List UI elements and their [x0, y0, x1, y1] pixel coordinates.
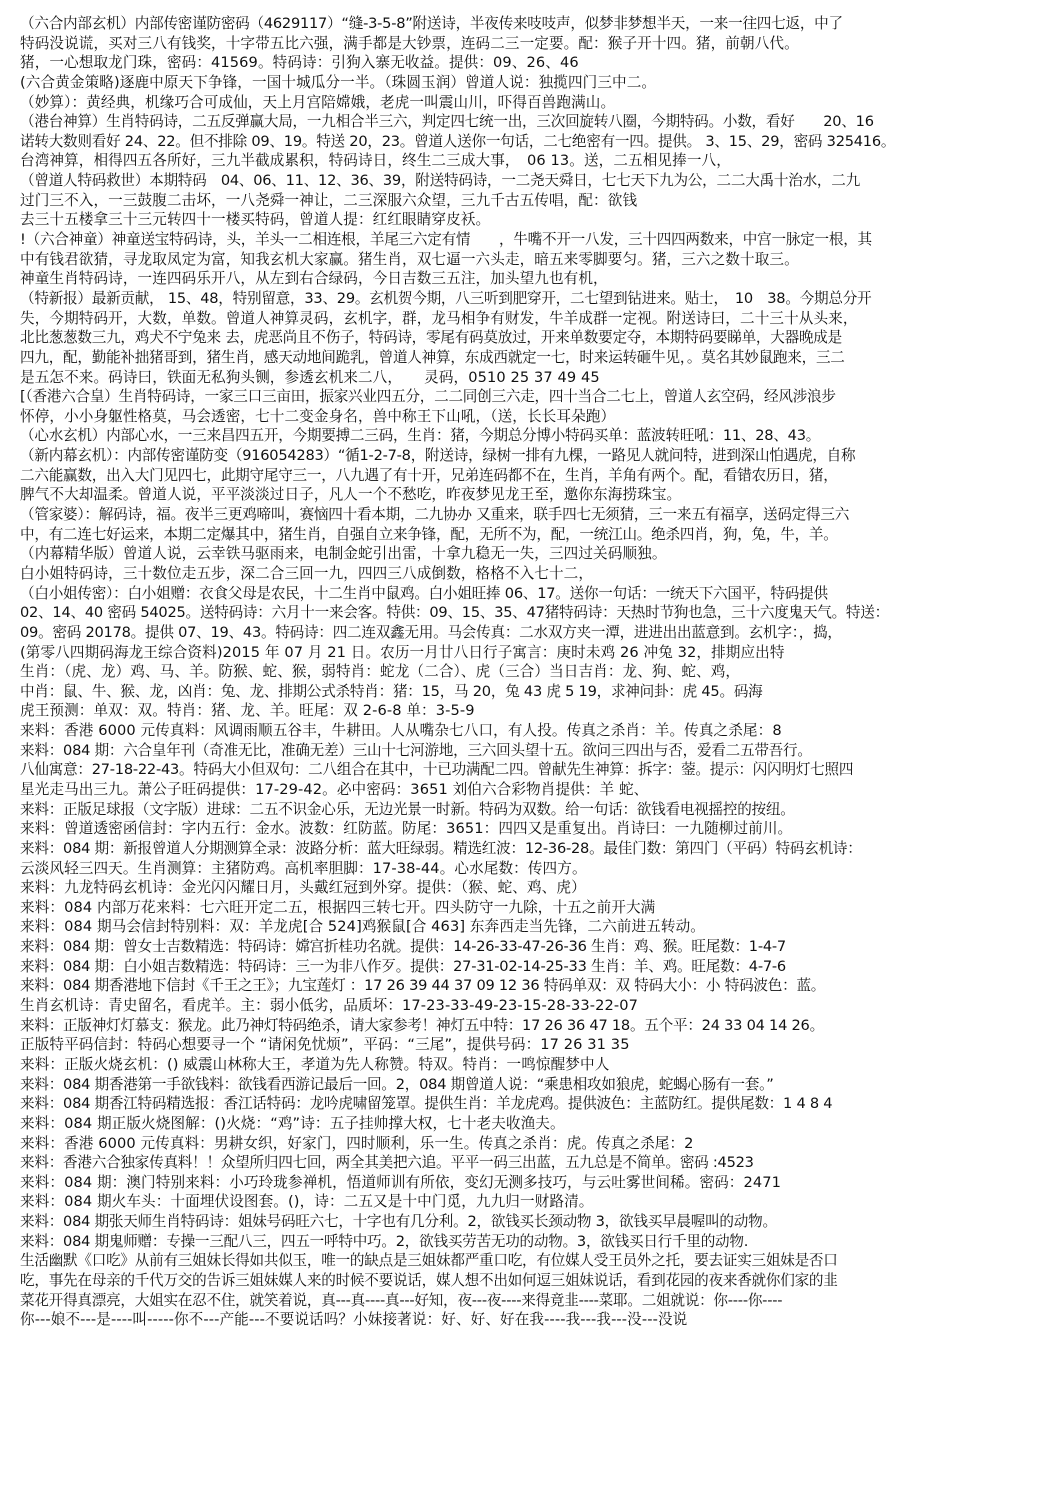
text-line: （新内幕玄机）：内部传密谨防变（916054283）“循1-2-7-8，附送诗，绿树一排有九棵，一路见人就问特，进到深山怕遇虎，自称 [20, 447, 856, 465]
text-line: 来料：084 期马会信封特别料：双：羊龙虎[合 524]鸡猴鼠[合 463] 东奔西走当先锋，二六前进五转动。 [20, 918, 705, 936]
text-line: 星光走马出三九。萧公子旺码提供：17-29-42。必中密码：3651 刘伯六合彩物肖提供：羊 蛇、 [20, 780, 649, 798]
text-line: 特码没说谎，买对三八有钱奖，十字带五比六强，满手都是大钞票，连码二三一定要。配：猴子开十四。猪，前朝八代。 [20, 34, 799, 52]
text-line: 中有钱君欲猜，寻龙取凤定为富，知我玄机大家赢。猪生肖，双七逼一六头走，暗五来零脚要匀。猪，三六之数十取三。 [20, 250, 799, 268]
text-line: 菜花开得真漂亮，大姐实在忍不住，就笑着说，真---真----真---好知，夜---夜----来得竟韭----菜耶。二姐就说：你----你---- [20, 1291, 783, 1309]
text-line: 09。密码 20178。提供 07、19、43。特码诗：四二连双鑫无用。马会传真：二水双方夹一潭，进进出出蓝意到。玄机字：，捣， [20, 623, 842, 641]
text-line: 是五怎不来。码诗曰，铁面无私狗头铡，参透玄机来二八， 灵码，0510 25 37 49 45 [20, 368, 600, 386]
text-line: （管家婆）：解码诗，福。夜半三更鸡啼叫，赛恼四十看本期，二九协办 又重来，联手四七无须猜，三一来五有福享，送码定得三六 [20, 506, 850, 524]
text-line: 生肖：（虎、龙）鸡、马、羊。防猴、蛇、猴，弱特肖：蛇龙（二合）、虎（三合）当日吉肖：龙、狗、蛇、鸡， [20, 663, 741, 681]
text-line: 神童生肖特码诗，一连四码乐开八，从左到右合绿码，今日吉数三五注，加头望九也有机， [20, 270, 608, 288]
text-line: 来料：084 期：六合皇年刊（奇准无比，准确无差）三山十七河游地，三六回头望十五。欲问三四出与否，爱看二五带吾行。 [20, 741, 812, 759]
text-line: 北比葱葱数三九，鸡犬不宁兔来 去，虎恶尚且不伤子，特码诗，零尾有码莫放过，开来单数要定夺，本期特码要睇单，大器晚成是 [20, 329, 842, 347]
text-line: (六合黄金策略)逐鹿中原天下争锋，一国十城瓜分一半。（珠圆玉润）曾道人说：独揽四门三中二。 [20, 73, 657, 91]
text-line: 来料：正版神灯灯慕支：猴龙。此乃神灯特码绝杀，请大家参考！神灯五中特：17 26 36 47 18。五个平：24 33 04 14 26。 [20, 1016, 824, 1034]
text-line: 生活幽默《口吃》从前有三姐妹长得如共似玉，唯一的缺点是三姐妹都严重口吃，有位媒人受王员外之托，要去证实三姐妹是否口 [20, 1252, 838, 1270]
text-line: 二六能赢数，出入大门见四七，此期守尾守三一，八九遇了有十开，兄弟连码都不在，生肖，羊角有两个。配，看错农历日，猪， [20, 466, 838, 484]
text-line: 来料：084 期鬼师赠：专操一三配八三，四五一呼特中巧。2，欲钱买劳苦无功的动物。3，欲钱买日行千里的动物. [20, 1232, 749, 1250]
text-line: 来料：084 期：曾女士吉数精选：特码诗：嫦宫折桂功名就。提供：14-26-33-47-26-36 生肖：鸡、猴。旺尾数：1-4-7 [20, 938, 786, 956]
text-line: 来料：084 期香港第一手欲钱料：欲钱看西游记最后一回。2，084 期曾道人说：“乘患相攻如狼虎，蛇蝎心肠有一套。” [20, 1075, 774, 1093]
text-line: 来料：084 期：新报曾道人分期测算全录：波路分析：蓝大旺绿弱。精选红波：12-36-28。最佳门数：第四门（平码）特码玄机诗： [20, 839, 862, 857]
text-line: 诺转大数则看好 24、22。但不排除 09、19。特送 20，23。曾道人送你一句话，二七绝密有一四。提供。 3、15、29，密码 325416。 [20, 132, 896, 150]
text-line: 来料：084 期：澳门特别来料：小巧玲珑参禅机，悟道师训有所依，变幻无测多技巧，与云吐雾世间稀。密码：2471 [20, 1173, 782, 1191]
text-line: 八仙寓意：27-18-22-43。特码大小但双句：二八组合在其中，十已功满配二四。曾献先生神算：拆字：蓥。提示：闪闪明灯七照四 [20, 761, 854, 779]
text-line: 来料：084 期正版火烧图解：()火烧：“鸡”诗：五子挂帅撑大权，七十老夫收渔夫。 [20, 1114, 565, 1132]
text-line: 怀停，小小身躯性格莫，马会透密，七十二变金身名，兽中称王下山吼，（送，长长耳朵跑） [20, 407, 616, 425]
text-line: 你---娘不---是----叫-----你不---产能---不要说话吗？小妹接著说：好、好、好在我----我---我---没---没说 [20, 1311, 688, 1329]
text-line: 来料：曾道透密函信封：字内五行：金水。波数：红防蓝。防尾：3651：四四又是重复出。肖诗曰：一九随柳过前川。 [20, 820, 793, 838]
text-line: （特新报）最新贡献， 15、48，特别留意，33、29。玄机贺今期，八三听到肥穿开，二七望到钻进来。贴士， 10 38。今期总分开 [20, 289, 872, 307]
text-line: 来料：084 期火车头：十面埋伏设图套。()，诗：二五又是十中门觅，九九归一财路清。 [20, 1193, 594, 1211]
text-line: 来料：正版足球报（文字版）进球：二五不识金心乐，无边光景一时新。特码为双数。给一句话：欲钱看电视摇控的按纽。 [20, 800, 795, 818]
text-line: （心水玄机）内部心水，一三来昌四五开，今期要搏二三码，生肖：猪，今期总分博小特码买单：蓝波转旺吼：11、28、43。 [20, 427, 821, 445]
text-line: （曾道人特码救世）本期特码 04、06、11、12、36、39，附送特码诗，一二尧天舜日，七七天下九为公，二二大禹十治水，二九 [20, 172, 860, 190]
text-line: 正版特平码信封：特码心想要寻一个 “请闲免忧烦”，平码：“三尾”，提供号码：17 26 31 35 [20, 1036, 630, 1054]
text-line: 过门三不入，一三鼓腹二击坏，一八尧舜一神让，二三深服六众望，三九千古五传唱，配：欲钱 [20, 191, 638, 209]
text-line: (第零八四期码海龙王综合资料)2015 年 07 月 21 日。农历一月廿八日行子寓言：庚时未鸡 26 冲兔 32，排期应出特 [20, 643, 785, 661]
text-line: 失，今期特码开，大数，单数。曾道人神算灵码，玄机字，群，龙马相争有财发，牛羊成群一定视。附送诗曰，二十三十从头来， [20, 309, 858, 327]
text-line: （港台神算）生肖特码诗，二五反弹赢大局，一九相合半三六，判定四七统一出，三次回旋转八圈，今期特码。小数，看好 20、16 [20, 113, 874, 131]
text-line: 脾气不大却温柔。曾道人说，平平淡淡过日子，凡人一个不愁吃，昨夜梦见龙王至，邀你东海捞珠宝。 [20, 486, 682, 504]
text-line: 来料：香港六合独家传真料！！众望所归四七回，两全其美把六追。平平一码三出蓝，五九总是不简单。密码 :4523 [20, 1154, 754, 1172]
text-line: 来料：084 期张天师生肖特码诗：姐妹号码旺六七，十字也有几分利。2，欲钱买长颈动物 3，欲钱买早晨喔叫的动物。 [20, 1213, 777, 1231]
text-line: （白小姐传密）：白小姐赠：衣食父母是农民，十二生肖中鼠鸡。白小姐旺捧 06、17。送你一句话：一统天下六国平，特码提供 [20, 584, 828, 602]
text-line: 来料：九龙特码玄机诗：金光闪闪耀日月，头戴红冠到外穿。提供：（猴、蛇、鸡、虎） [20, 879, 586, 897]
text-line: 猪，一心想取龙门珠，密码：41569。特码诗：引狗入寨无收益。提供：09、26、46 [20, 54, 579, 72]
text-line: [（香港六合皇）生肖特码诗，一家三口三亩田，振家兴业四五分，二二同创三六走，四十当合二七上，曾道人玄空码，经风涉浪步 [20, 388, 836, 406]
text-line: !（六合神童）神童送宝特码诗，头，羊头一二相连根，羊尾三六定有情 ，牛嘴不开一八发，三十四四两数来，中宫一脉定一根，其 [20, 231, 872, 249]
text-line: 台湾神算，相得四五各所好，三九半截成累积，特码诗日，终生二三成大事， 06 13。送，二五相见捧一八， [20, 152, 731, 170]
text-line: 白小姐特码诗，三十数位走五步，深二合三回一九，四四三八成倒数，格格不入七十二， [20, 564, 594, 582]
text-line: 虎王预测：单双：双。特肖：猪、龙、羊。旺尾：双 2-6-8 单：3-5-9 [20, 702, 475, 720]
text-line: 02、14、40 密码 54025。送特码诗：六月十一来会客。特供：09、15、35、47猪特码诗：天热时节狗也急，三十六度鬼天气。特送： [20, 604, 889, 622]
text-line: 来料：084 期香港地下信封《千王之王》；九宝莲灯 ：17 26 39 44 37 09 12 36 特码单双：双 特码大小：小 特码波色：蓝。 [20, 977, 826, 995]
text-line: 来料：正版火烧玄机：() 威震山林称大王，孝道为先人称赞。特双。特肖：一鸣惊醒梦中人 [20, 1055, 610, 1073]
text-line: 来料：香港 6000 元传真料：风调雨顺五谷丰，牛耕田。人从嘴杂七八口，有人投。传真之杀肖：羊。传真之杀尾：8 [20, 722, 782, 740]
text-line: 云淡风轻三四天。生肖测算：主猪防鸡。高机率胆脚：17-38-44。心水尾数：传四方。 [20, 859, 587, 877]
text-line: 来料：084 期香江特码精选报：香江话特码：龙吟虎啸留笼罩。提供生肖：羊龙虎鸡。提供波色：主蓝防红。提供尾数：1 4 8 4 [20, 1095, 833, 1113]
text-line: （六合内部玄机）内部传密谨防密码（4629117）“缝-3-5-8”附送诗，半夜传来吱吱声，似梦非梦想半天，一来一往四七返，中了 [20, 15, 843, 32]
text-line: 生肖玄机诗：青史留名，看虎羊。主：弱小低劣，品质坏：17-23-33-49-23-15-28-33-22-07 [20, 997, 639, 1015]
text-line: 中肖：鼠、牛、猴、龙，凶肖：兔、龙、排期公式杀特肖：猪：15，马 20，兔 43 虎 5 19，求神问卦：虎 45。码海 [20, 682, 763, 700]
text-line: 来料：084 期：白小姐吉数精选：特码诗：三一为非八作歹。提供：27-31-02-14-25-33 生肖：羊、鸡。旺尾数：4-7-6 [20, 957, 786, 975]
text-line: （妙算）：黄经典，机缘巧合可成仙，天上月宫陪嫦娥，老虎一叫震山川，吓得百兽跑满山。 [20, 93, 616, 111]
text-line: 四九，配，勤能补拙猪哥到，猪生肖，感天动地间跪乳，曾道人神算，东成西就定一七，时来运转砸牛见，。莫名其妙鼠跑来，三二 [20, 348, 845, 366]
text-line: 来料：香港 6000 元传真料：男耕女织，好家门，四时顺利，乐一生。传真之杀肖：虎。传真之杀尾：2 [20, 1134, 694, 1152]
text-line: 去三十五楼拿三十三元转四十一楼买特码，曾道人提：红红眼睛穿皮袄。 [20, 211, 491, 229]
text-line: 吃，事先在母亲的千代万交的告诉三姐妹媒人来的时候不要说话，媒人想不出如何逗三姐妹说话，看到花园的夜来香就你们家的韭 [20, 1272, 838, 1289]
text-line: 中，有二连七好运来，本期二定爆其中，猪生肖，自强自立来争锋，配，无所不为，配，一统江山。绝杀四肖，狗，兔，牛，羊。 [20, 525, 838, 543]
text-line: （内幕精华版）曾道人说，云幸铁马驱雨来，电制金蛇引出雷，十拿九稳无一失，三四过关码顺独。 [20, 545, 667, 563]
text-line: 来料：084 内部万花来料：七六旺开定二五，根据四三转七开。四头防守一九除，十五之前开大满 [20, 898, 656, 916]
